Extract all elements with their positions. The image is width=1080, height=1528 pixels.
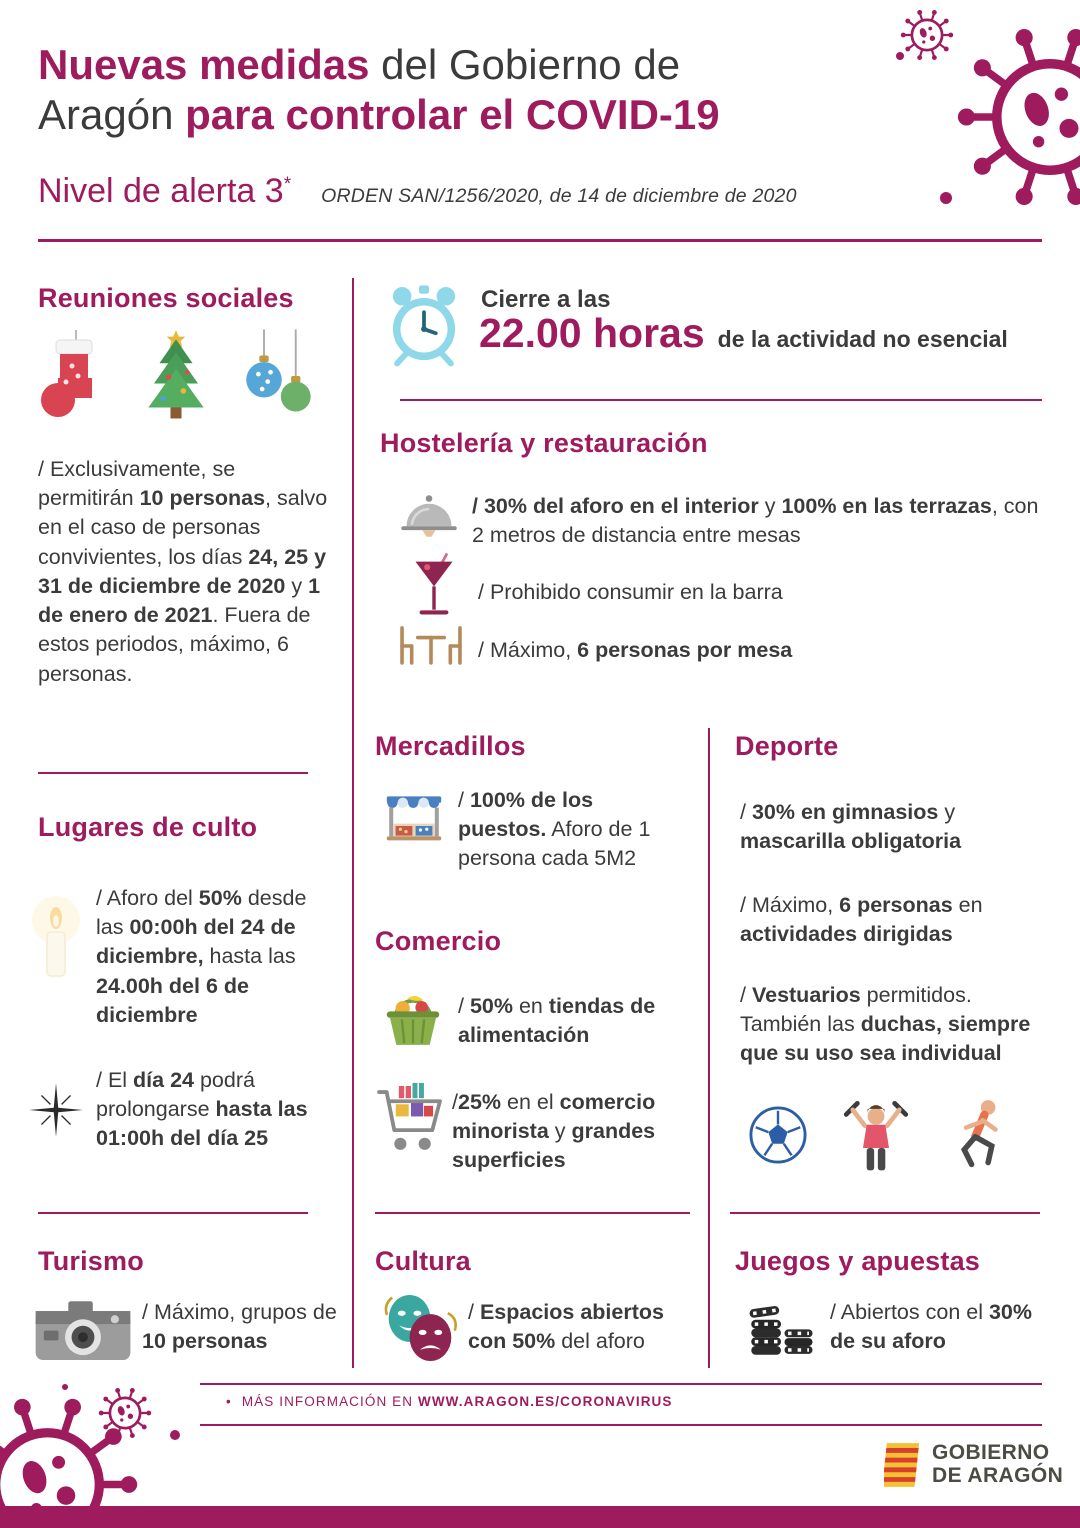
candle-icon [24, 892, 88, 984]
deporte-item-text: / Vestuarios permitidos. También las duchas, siempre que su uso sea individual [740, 983, 1031, 1066]
title-accent: Nuevas medidas [38, 41, 370, 88]
gobierno-aragon-logo [884, 1442, 1063, 1487]
market-stall-icon [382, 790, 446, 854]
logo-line2: DE ARAGÓN [932, 1463, 1064, 1487]
section-title-lugares: Lugares de culto [38, 812, 258, 842]
alert-row [38, 172, 797, 211]
soccer-ball-icon [748, 1105, 808, 1165]
section-title-reuniones: Reuniones sociales [38, 283, 294, 313]
camera-icon [34, 1294, 132, 1364]
footer-divider-bottom [200, 1424, 1042, 1426]
deporte-item-text: / 30% en gimnasios y mascarilla obligatoria [740, 800, 962, 854]
page-title: Nuevas medidas del Gobierno de Aragón para controlar el COVID-19 [38, 41, 720, 139]
runner-icon [944, 1096, 1012, 1174]
virus-dot [170, 1430, 180, 1440]
christmas-icons-row [36, 326, 320, 430]
hosteleria-item-text: / Prohibido consumir en la barra [478, 580, 783, 604]
lugares-item-text: / Aforo del 50% desde las 00:00h del 24 de diciembre, hasta las 24.00h del 6 de diciembre [96, 886, 307, 1027]
comercio-item-text: / 50% en tiendas de alimentación [458, 994, 656, 1048]
footer-info [226, 1394, 673, 1409]
comercio-item-text: /25% en el comercio minorista y grandes superficies [452, 1090, 656, 1173]
curfew-tail: de la actividad no esencial [717, 326, 1008, 352]
virus-dot [896, 52, 904, 60]
section-title-hosteleria: Hostelería y restauración [380, 428, 708, 458]
info-url[interactable]: WWW.ARAGON.ES/CORONAVIRUS [418, 1394, 673, 1409]
alert-asterisk: * [283, 174, 292, 195]
title-accent: para controlar el COVID-19 [185, 91, 720, 139]
section-title-deporte: Deporte [735, 731, 839, 761]
column-divider-left [352, 278, 354, 1368]
column-divider-right [708, 728, 710, 1368]
deporte-item-text: / Máximo, 6 personas en actividades dirigidas [740, 893, 983, 947]
christmas-tree-icon [130, 326, 222, 430]
lugares-item-text: / El día 24 podrá prolongarse hasta las 01:00h del día 25 [96, 1068, 308, 1151]
header-divider [38, 239, 1042, 242]
hosteleria-item-text: / Máximo, 6 personas por mesa [478, 638, 793, 662]
curfew-time: 22.00 horas [479, 310, 705, 356]
curfew-line [479, 310, 1008, 357]
info-label: MÁS INFORMACIÓN EN [241, 1394, 418, 1409]
virus-dot [940, 192, 952, 204]
coronavirus-icon [900, 8, 954, 62]
bullet: • [226, 1394, 232, 1409]
poker-chips-icon [745, 1290, 817, 1360]
table-chairs-icon [396, 624, 466, 668]
logo-text [932, 1442, 1063, 1487]
order-reference: ORDEN SAN/1256/2020, de 14 de diciembre de 2020 [321, 185, 797, 207]
virus-dot [62, 1384, 68, 1390]
footer-divider-top [200, 1383, 1042, 1385]
divider [38, 1212, 308, 1214]
shopping-cart-icon [376, 1080, 446, 1162]
coronavirus-icon [98, 1386, 152, 1440]
mercadillos-item-text: / 100% de los puestos. Aforo de 1 persona cada 5M2 [458, 788, 651, 871]
coronavirus-icon [955, 22, 1080, 212]
divider [730, 1212, 1040, 1214]
section-title-juegos: Juegos y apuestas [735, 1246, 981, 1276]
curfew-lead: Cierre a las [481, 286, 611, 313]
weightlifter-icon [840, 1094, 912, 1176]
cultura-item-text: / Espacios abiertos con 50% del aforo [468, 1300, 664, 1354]
logo-line1: GOBIERNO [932, 1441, 1050, 1464]
christmas-ornaments-icon [236, 326, 320, 426]
sport-icons-row [748, 1094, 1012, 1176]
section-title-turismo: Turismo [38, 1246, 144, 1276]
divider [375, 1212, 690, 1214]
alert-level: Nivel de alerta 3 [38, 172, 284, 210]
hosteleria-item-text: / 30% del aforo en el interior y 100% en las terrazas, con 2 metros de distancia entre mesas [472, 494, 1039, 548]
aragon-flag-icon [884, 1443, 922, 1487]
theater-masks-icon [380, 1292, 460, 1364]
bottom-bar [0, 1506, 1080, 1528]
cloche-icon [396, 490, 462, 540]
divider [38, 772, 308, 774]
alarm-clock-icon [382, 280, 466, 368]
section-title-mercadillos: Mercadillos [375, 731, 526, 761]
christmas-stocking-icon [36, 326, 116, 426]
divider [400, 399, 1042, 401]
cocktail-icon [410, 548, 458, 622]
grocery-basket-icon [380, 986, 446, 1048]
juegos-item-text: / Abiertos con el 30% de su aforo [830, 1300, 1032, 1354]
turismo-item-text: / Máximo, grupos de 10 personas [142, 1300, 337, 1354]
reuniones-text: / Exclusivamente, se permitirán 10 personas, salvo en el caso de personas convivientes, los días 24, 25 y 31 de diciembre de 2020 y 1 de enero de 2021. Fuera de estos periodos, máximo, 6 personas. [38, 457, 328, 686]
sparkle-star-icon [28, 1082, 84, 1138]
section-title-cultura: Cultura [375, 1246, 471, 1276]
section-title-comercio: Comercio [375, 926, 502, 956]
